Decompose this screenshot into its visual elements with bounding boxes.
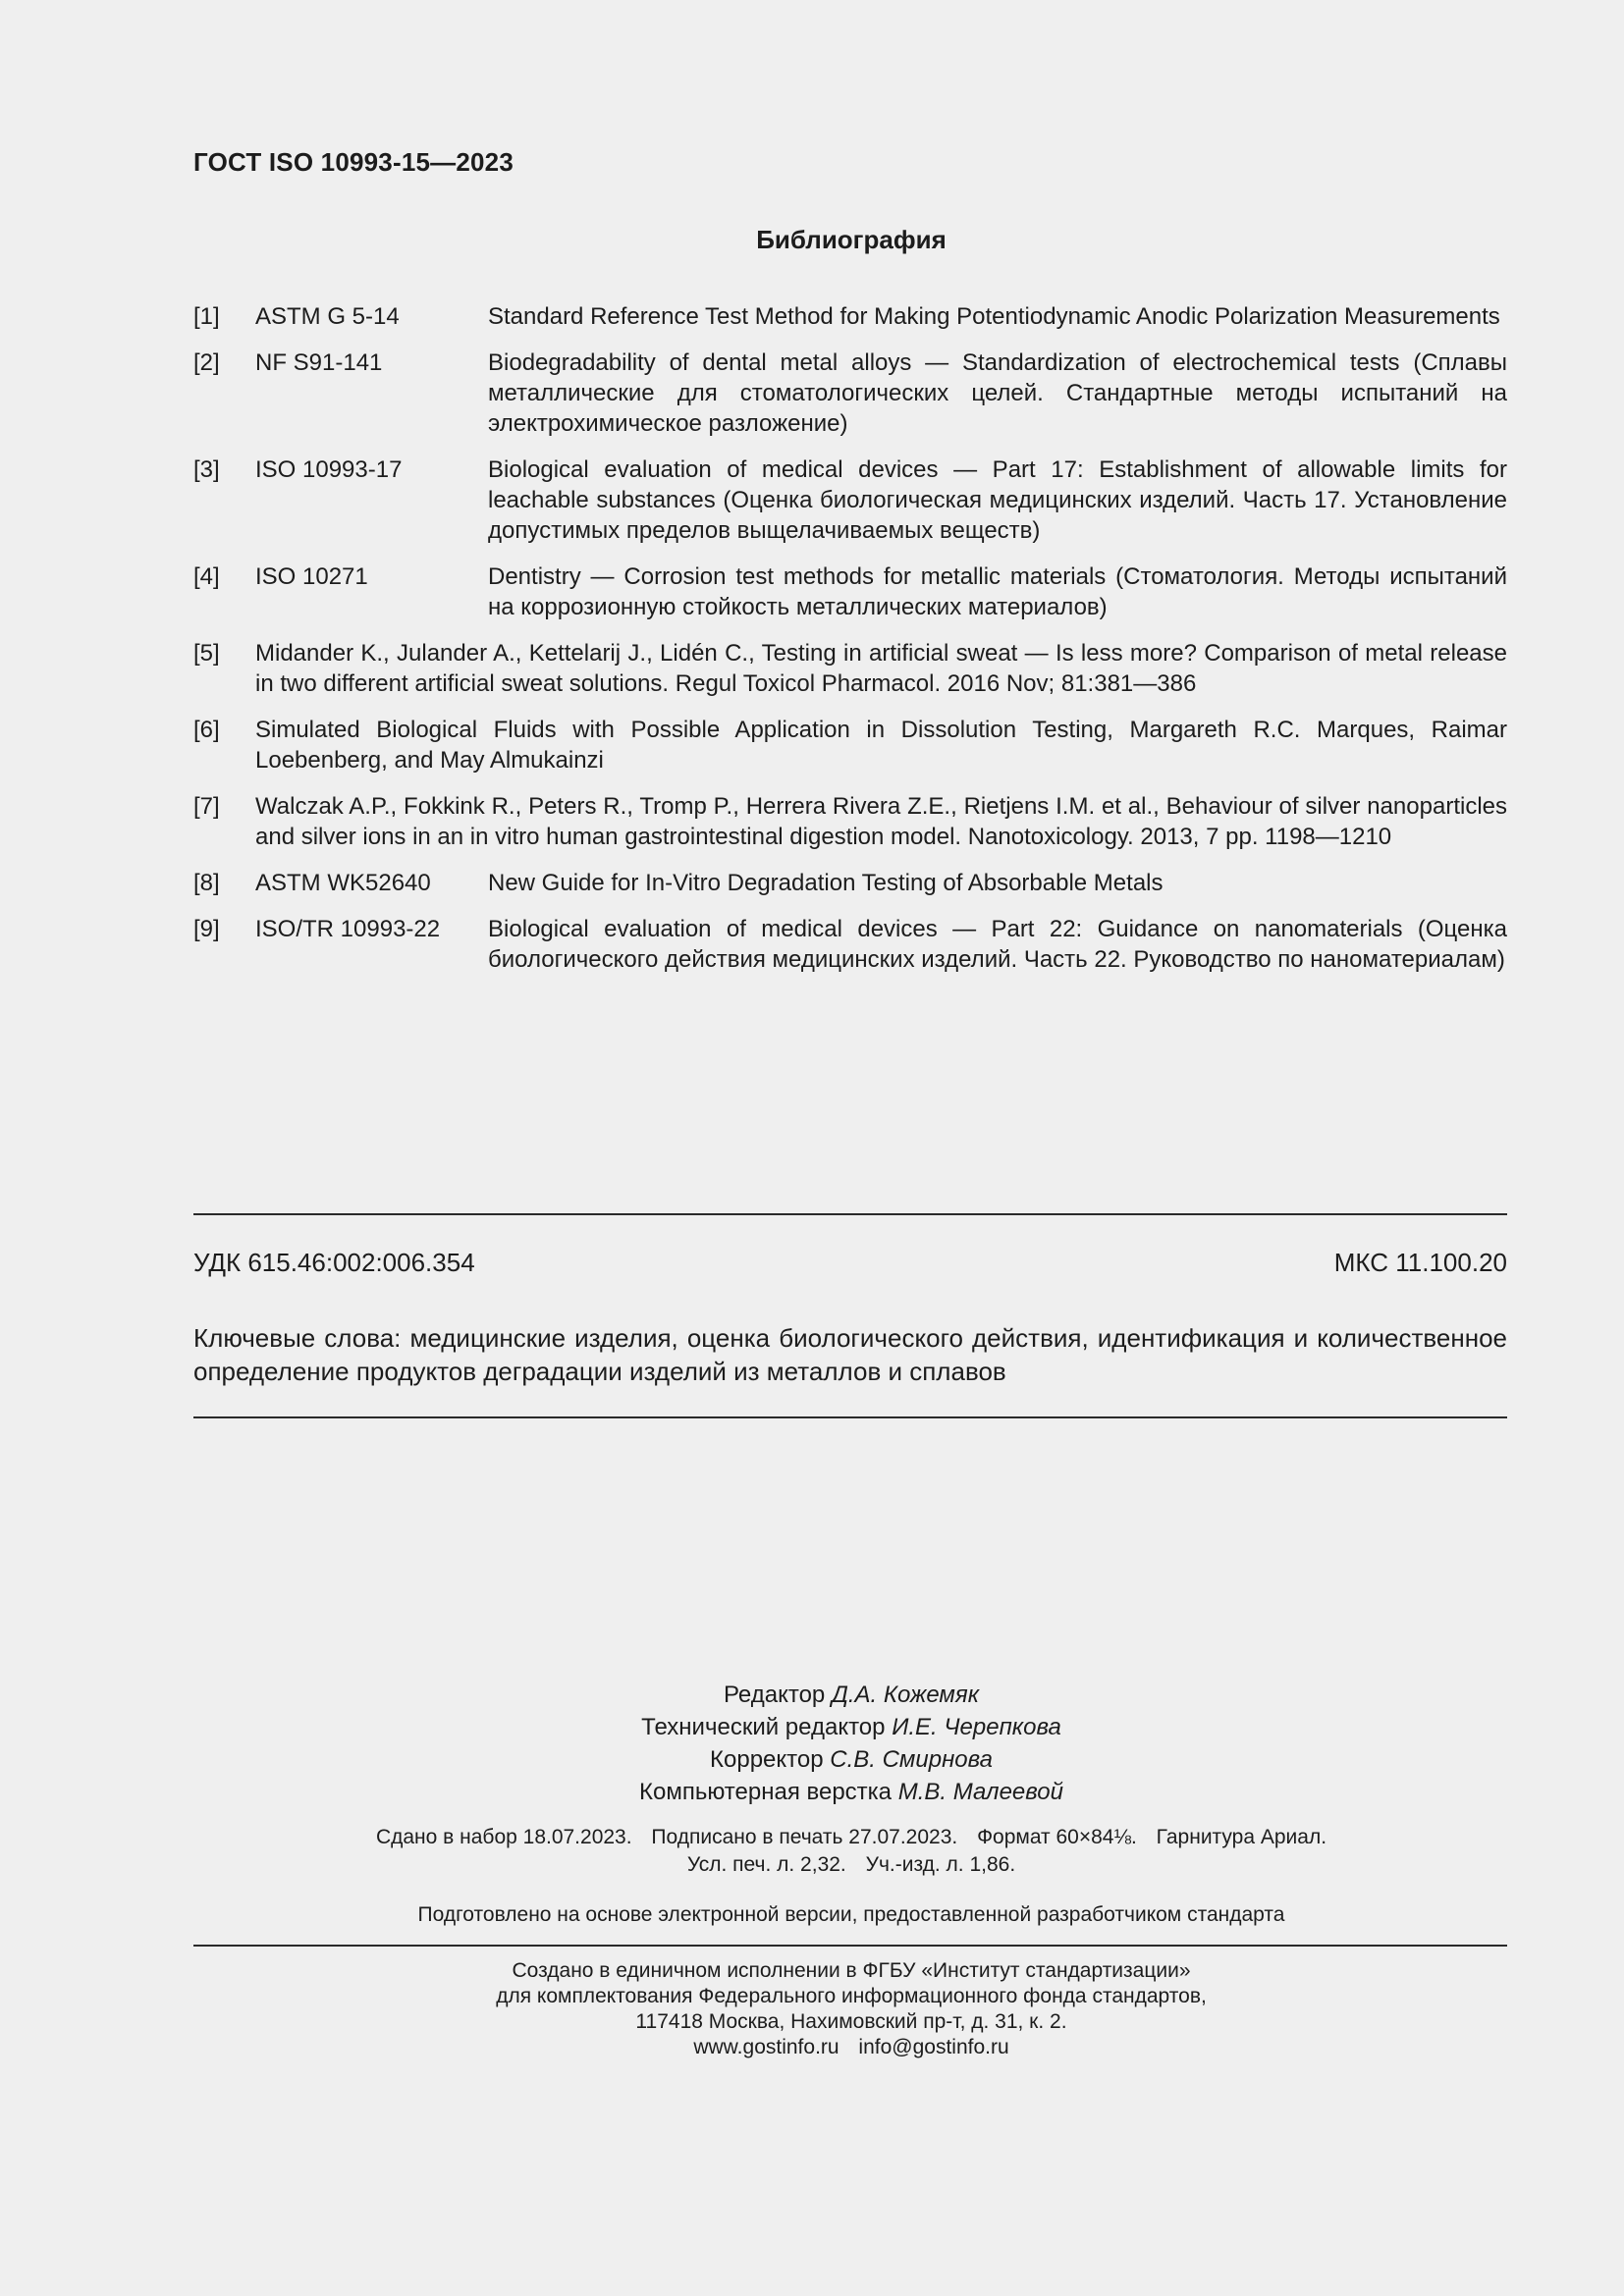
reference-number: [4] [193,563,220,590]
reference-text: Standard Reference Test Method for Making Potentiodynamic Anodic Polarization Measurements [488,303,1500,330]
reference-item [193,638,1507,699]
website-link[interactable]: www.gostinfo.ru [693,2036,839,2058]
bibliography-list [193,301,1507,990]
prepared-note: Подготовлено на основе электронной версии, предоставленной разработчиком стандарта [417,1903,1285,1926]
reference-item [193,561,1507,622]
reference-code: ISO 10993-17 [255,456,403,483]
reference-text: Biological evaluation of medical devices — Part 22: Guidance on nanomaterials (Оценка биологического действия медицинских изделий. Часть 22. Руководство по наноматериалам) [488,916,1507,973]
reference-text: Simulated Biological Fluids with Possible Application in Dissolution Testing, Margareth R.C. Marques, Raimar Loebenberg, and May Almukainzi [255,717,1507,774]
reference-code: ISO/TR 10993-22 [255,916,441,942]
credit-layout: Компьютерная верстка М.В. Малеевой [639,1779,1063,1805]
imprint-line-2: Усл. печ. л. 2,32. Уч.-изд. л. 1,86. [686,1853,1016,1876]
credit-editor: Редактор Д.А. Кожемяк [723,1682,980,1708]
reference-text: Dentistry — Corrosion test methods for metallic materials (Стоматология. Методы испытаний на коррозионную стойкость металлических материалов) [488,563,1507,620]
reference-number: [8] [193,870,220,896]
reference-item [193,914,1507,975]
publisher-contacts [0,2035,1624,2060]
reference-item [193,301,1507,332]
reference-item [193,347,1507,439]
imprint-line-1: Сдано в набор 18.07.2023. Подписано в печать 27.07.2023. Формат 60×84⅛. Гарнитура Ариал. [375,1826,1327,1848]
reference-code: ASTM WK52640 [255,870,431,896]
document-id: ГОСТ ISO 10993-15—2023 [193,147,514,177]
reference-code: ISO 10271 [255,563,368,590]
publisher-block [0,1958,1624,2060]
top-divider [193,1213,1507,1215]
reference-item [193,715,1507,775]
reference-code: NF S91-141 [255,349,383,376]
credit-proofreader: Корректор С.В. Смирнова [710,1746,993,1773]
keywords-divider [193,1416,1507,1418]
reference-text: Walczak A.P., Fokkink R., Peters R., Tromp P., Herrera Rivera Z.E., Rietjens I.M. et al., Behaviour of silver nanoparticles and silver ions in an in vitro human gastrointestinal digestion model. Nanotoxicology. 2013, 7 pp. 1198—1210 [255,793,1507,850]
bibliography-title: Библиография [756,225,947,254]
publisher-line: Создано в единичном исполнении в ФГБУ «Институт стандартизации» [512,1959,1191,1982]
credits-block [0,1679,1624,1808]
reference-number: [6] [193,717,220,743]
reference-number: [1] [193,303,220,330]
udk-code: УДК 615.46:002:006.354 [193,1248,475,1277]
credit-tech-editor: Технический редактор И.Е. Черепкова [641,1714,1061,1740]
publisher-address: 117418 Москва, Нахимовский пр-т, д. 31, к. 2. [635,2010,1067,2033]
reference-number: [9] [193,916,220,942]
keywords: Ключевые слова: медицинские изделия, оценка биологического действия, идентификация и количественное определение продуктов деградации изделий из металлов и сплавов [193,1323,1507,1386]
reference-text: New Guide for In-Vitro Degradation Testing of Absorbable Metals [488,870,1164,896]
reference-number: [7] [193,793,220,820]
publisher-line: для комплектования Федерального информационного фонда стандартов, [496,1985,1207,2007]
reference-text: Midander K., Julander A., Kettelarij J., Lidén C., Testing in artificial sweat — Is less more? Comparison of metal release in two different artificial sweat solutions. Regul Toxicol Pharmacol. 2016 Nov; 81:381—386 [255,640,1507,697]
reference-item [193,454,1507,546]
email-link[interactable]: info@gostinfo.ru [858,2036,1009,2058]
reference-text: Biological evaluation of medical devices — Part 17: Establishment of allowable limits for leachable substances (Оценка биологическая медицинских изделий. Часть 17. Установление допустимых пределов выщелачиваемых веществ) [488,456,1507,544]
mks-code: МКС 11.100.20 [1333,1248,1507,1277]
reference-text: Biodegradability of dental metal alloys — Standardization of electrochemical tests (Сплавы металлические для стоматологических целей. Стандартные методы испытаний на электрохимическое разложение) [488,349,1507,437]
reference-code: ASTM G 5-14 [255,303,400,330]
reference-item [193,868,1507,898]
reference-number: [2] [193,349,220,376]
reference-number: [3] [193,456,220,483]
publisher-divider [193,1945,1507,1947]
imprint-block [0,1824,1624,1879]
reference-item [193,791,1507,852]
reference-number: [5] [193,640,220,667]
